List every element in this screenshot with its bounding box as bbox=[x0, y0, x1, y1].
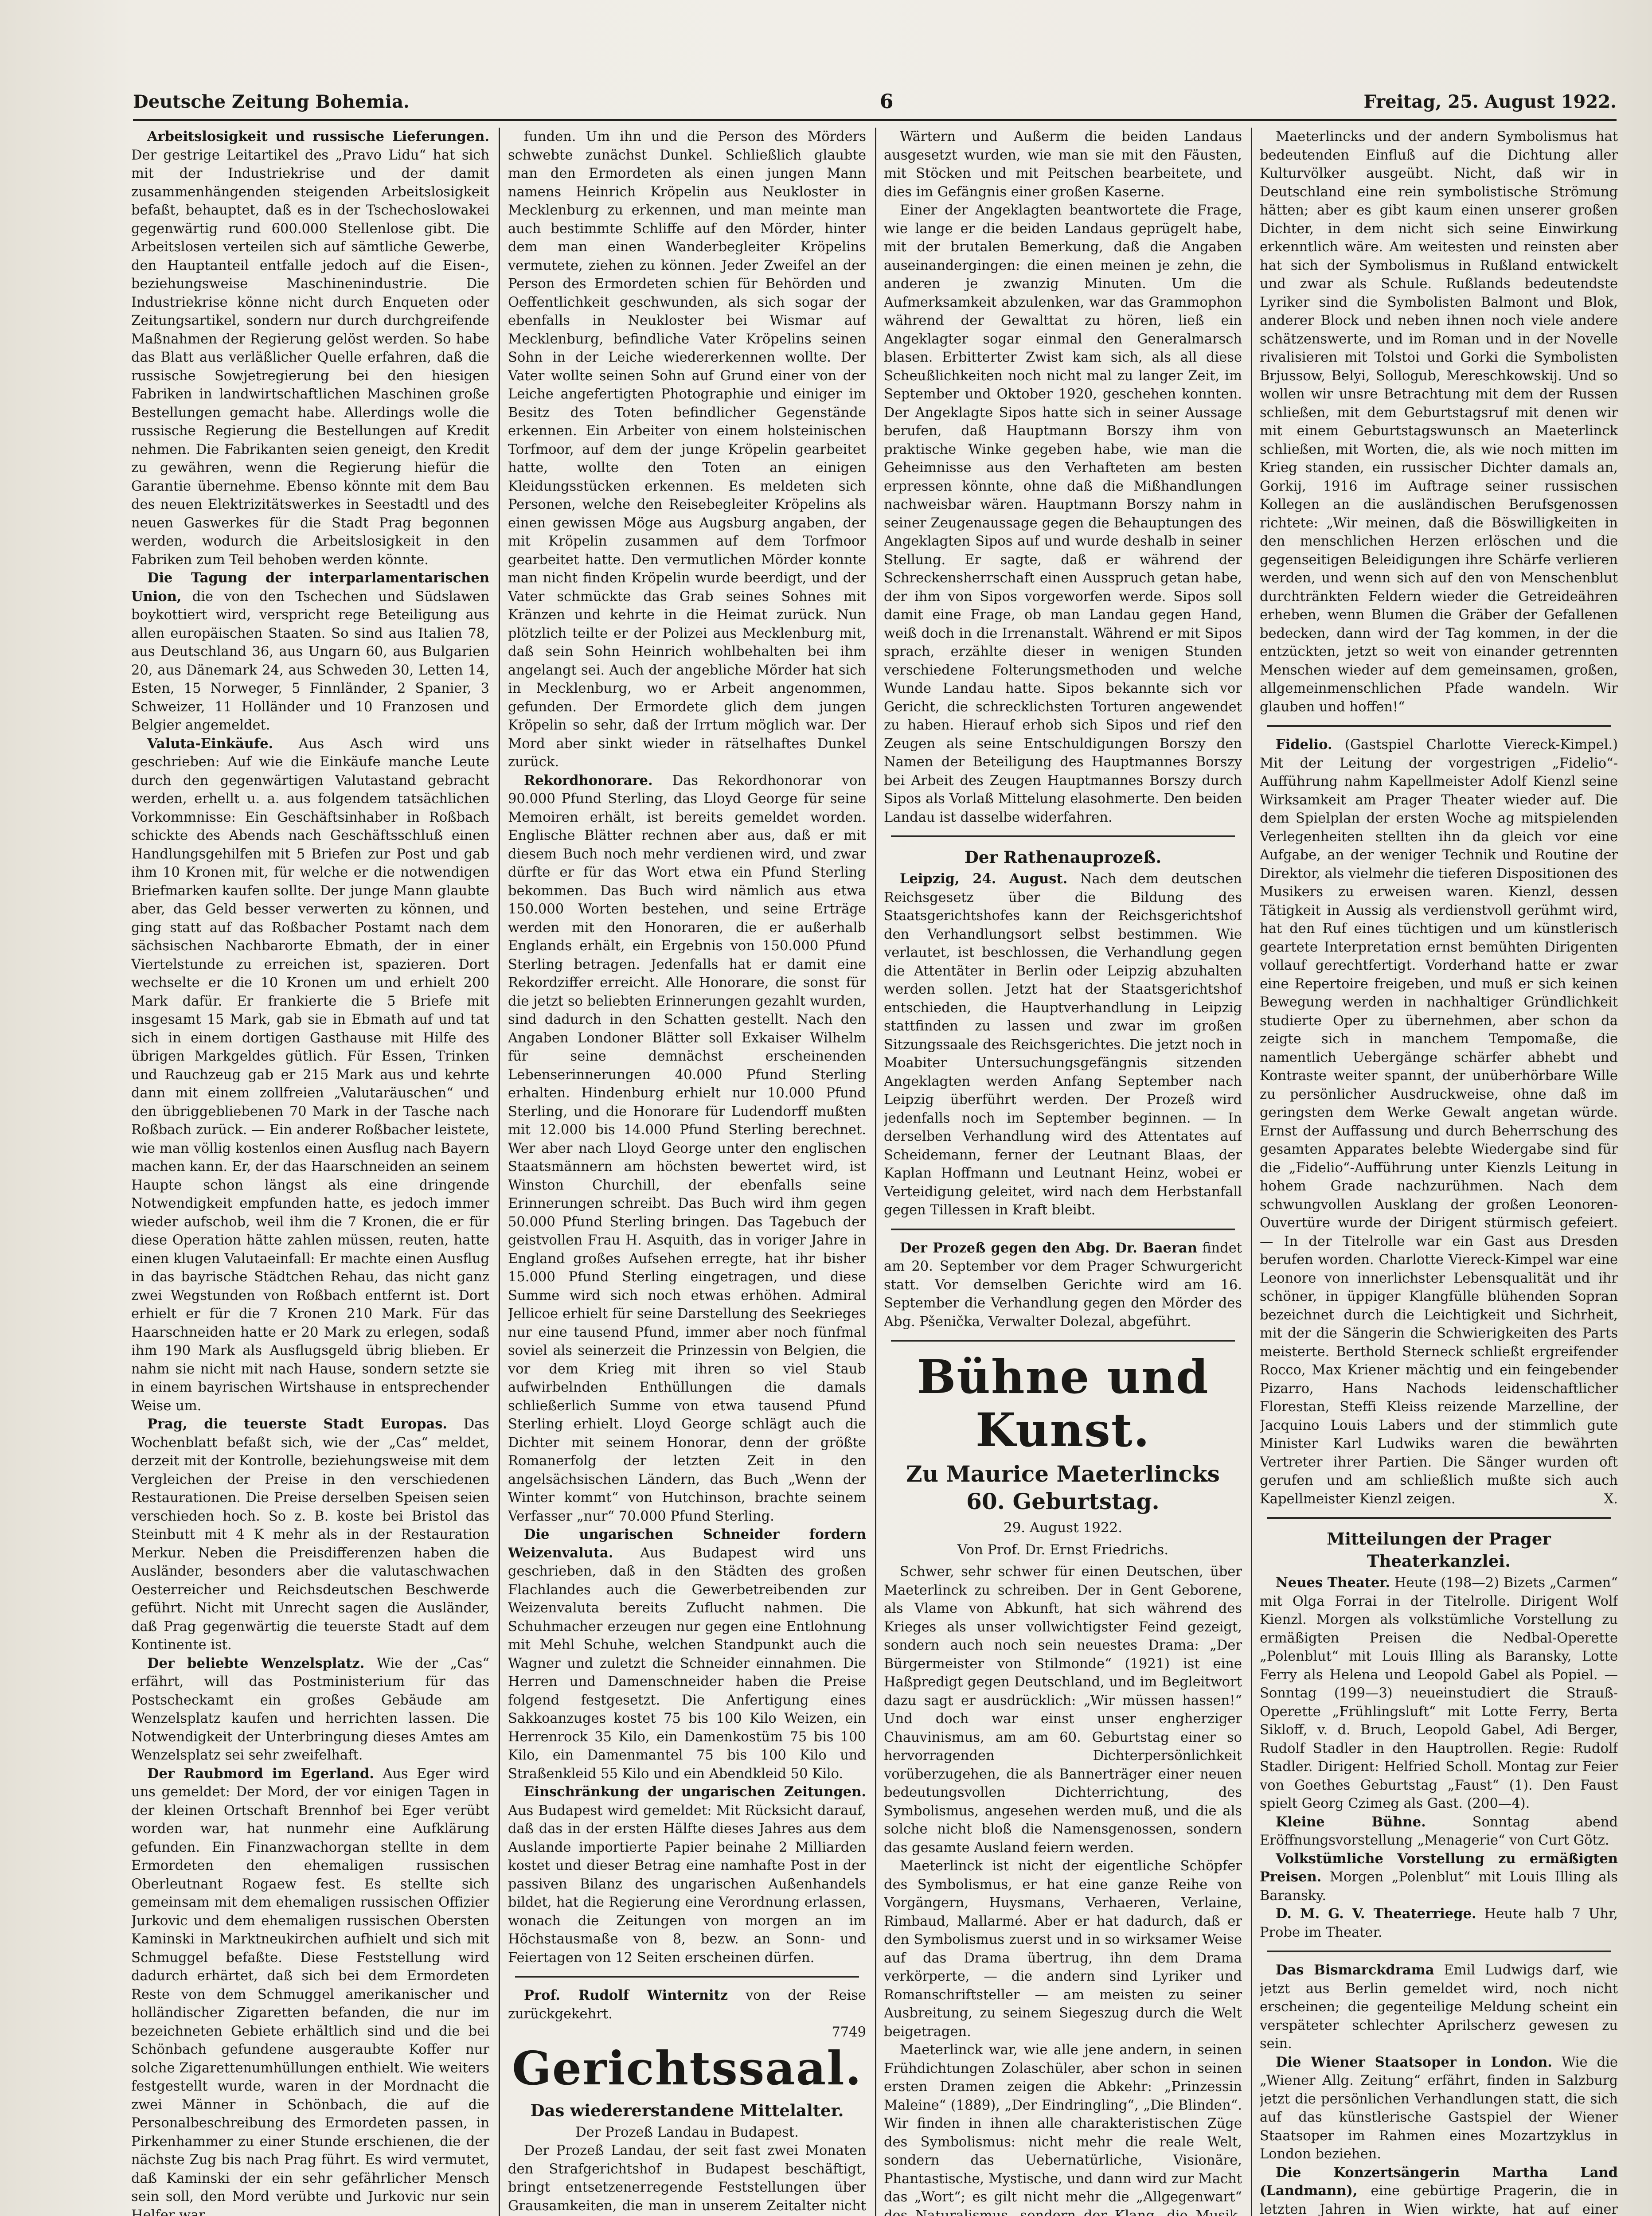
article-text: (Gastspiel Charlotte Viereck-Kimpel.) Mit der Leitung der vorgestrigen „Fidelio“-Aufführung nahm Kapellmeister Adolf Kienzl seine Wirksamkeit am Prager Theater wieder auf. Die dem Spielplan der ersten Woche ag mitspielenden Verlegenheiten stellten ihn da gleich vor eine Aufgabe, an der weniger Technik und Routine der Direktor, als vielmehr die tieferen Dispositionen des Musikers zu erweisen waren. Kienzl, dessen Tätigkeit in Aussig als verdienstvoll gerühmt wird, hat den Ruf eines tüchtigen und um künstlerisch geartete Interpretation ernst bemühten Dirigenten vollauf gerechtfertigt. Vorderhand hatte er zwar eine Repertoire freigeben, und muß er sich keinen Bewegung werden in nachhaltiger Gründlichkeit studierte Oper zu übernehmen, aber schon da zeigte sich in manchem Tempomaße, die namentlich Uebergänge schärfer abhebt und Kontraste weiter spannt, der unüberhörbare Wille zu persönlicher Ausdruckweise, ohne daß im geringsten dem Werke Gewalt angetan würde. Ernst der Auffassung und durch Beherrschung des gesamten Apparates belebte Wiedergabe sind für die „Fidelio“-Aufführung unter Kienzls Leitung in hohem Grade nachzurühmen. Nach dem schwungvollen Ausklang der großen Leonoren-Ouvertüre wurde der Dirigent stürmisch gefeiert. — In der Titelrolle war ein Gast aus Dresden berufen worden. Charlotte Viereck-Kimpel war eine Leonore von innerlichster Lebensqualität und ihr schöner, in üppiger Klangfülle blühenden Sopran bezeichnet durch die Leichtigkeit und Sichrheit, mit der die Sängerin die Schwierigkeiten des Parts meisterte. Berthold Sterneck schließt ergreifender Rocco, Max Kriener mächtig und ein feingebender Pizarro, Hans Nachods leidenschaftlicher Florestan, Steffi Kleiss reizende Marzelline, der Jacquino Louis Labers und der stimmlich gute Minister Karl Ludwiks waren die bewährten Vertreter ihrer Partien. Die Sänger wurden oft gerufen und am schließlich mußte sich auch Kapellmeister Kienzl zeigen. bbox=[1260, 737, 1618, 1507]
article-lead: Einschränkung der ungarischen Zeitungen. bbox=[524, 1784, 866, 1800]
article-lead: Prag, die teuerste Stadt Europas. bbox=[147, 1416, 447, 1432]
ad-code: 7749 bbox=[816, 2023, 866, 2042]
article-text: Morgen „Polenblut“ mit Louis Illing als Baransky. bbox=[1260, 1869, 1618, 1904]
article-lead: Der Prozeß gegen den Abg. Dr. Baeran bbox=[900, 1240, 1197, 1256]
article-heading: Der Prozeß Landau in Budapest. bbox=[508, 2123, 866, 2142]
section-heading: Bühne und Kunst. bbox=[884, 1350, 1242, 1457]
author-byline: Von Prof. Dr. Ernst Friedrichs. bbox=[884, 1541, 1242, 1560]
article-heading: Zu Maurice Maeterlincks 60. Geburtstag. bbox=[884, 1460, 1242, 1515]
article-lead: Der beliebte Wenzelsplatz. bbox=[147, 1655, 364, 1671]
article-text: Der Prozeß Landau, der seit fast zwei Monaten den Strafgerichtshof in Budapest beschäftigt, bringt entsetzenerregende Feststellungen über Grausamkeiten, die man in unserem Zeitalter nicht bbox=[508, 2143, 866, 2216]
article-text: Emil Ludwigs darf, wie jetzt aus Berlin gemeldet wird, noch nicht erscheinen; die gegenteilige Meldung scheint ein verspäteter schlechter Aprilscherz gewesen zu sein. bbox=[1260, 1962, 1618, 2052]
article-text: Sonntag abend Eröffnungsvorstellung „Menagerie“ von Curt Götz. bbox=[1260, 1814, 1618, 1849]
article-text: Maeterlinck war, wie alle jene andern, in seinen Frühdichtungen Zolaschüler, aber schon in seinen ersten Dramen zeigen die Abkehr: „Prinzessin Maleine“ (1889), „Der Eindringling“, „Die Blinden“. Wir finden in ihnen alle charakteristischen Züge des Symbolismus: nicht mehr die reale Welt, sondern das Uebernatürliche, Visionäre, Phantastische, Mystische, und dann wird zur Macht das „Wort“; es gilt nicht mehr die „Allgegenwart“ des Naturalismus, sondern der Klang, die Musik, bbox=[884, 2042, 1242, 2216]
article-text: Aus Eger wird uns gemeldet: Der Mord, der vor einigen Tagen in der kleinen Ortschaft Brennhof bei Eger verübt worden war, hat nunmehr eine Aufklärung gefunden. Ein Finanzwachorgan stellte in dem Ermordeten den ehemaligen russischen Oberleutnant Rogaew fest. Es stellte sich gemeinsam mit dem ehemaligen russischen Offizier Jurkovic und dem ehemaligen russischen Obersten Kaminski in Marktneukirchen aufhielt und sich mit Schmuggel befaßte. Diese Feststellung wird dadurch erhärtet, daß sich bei dem Ermordeten Reste von dem Schmuggel amerikanischer und holländischer Zigaretten befanden, die nur im bezeichneten Gebiete erhältlich sind und die bei Schönbach gefundene ausgeraubte Koffer nur solche Zigarettenumhüllungen enthielt. Wie weiters festgestellt wurde, waren in der Mordnacht die zwei Männer in Schönbach, die auf die Personalbeschreibung des Ermordeten passen, in Pirkenhammer zu einer Stunde erschienen, die der nächste Zug bis nach Prag führt. Es wird vermutet, daß Kaminski der ein sehr gefährlicher Mensch sein soll, den Mord verübte und Jurkovic nur sein Helfer war. bbox=[131, 1766, 489, 2216]
article-heading: Mitteilungen der Prager Theaterkanzlei. bbox=[1260, 1528, 1618, 1572]
article-text: Einer der Angeklagten beantwortete die Frage, wie lange er die beiden Landaus geprügelt habe, mit der brutalen Bemerkung, daß die Angaben auseinandergingen: die einen meinen je zehn, die anderen je zwanzig Minuten. Um die Aufmerksamkeit abzulenken, war das Grammophon während der Gewalttat zu hören, ließ ein Angeklagter sogar einmal den Generalmarsch blasen. Erbitterter Zwist kam sich, als all diese Scheußlichkeiten noch nicht mal zu langer Zeit, im September und Oktober 1920, geschehen konnten. Der Angeklagte Sipos hatte sich in seiner Aussage berufen, daß Hauptmann Borszy ihm von praktische Winke gegeben habe, wie man die Geheimnisse aus den Verhafteten am besten erpressen könnte, ohne daß die Mißhandlungen nachweisbar wären. Hauptmann Borszy nahm in seiner Zeugenaussage gegen die Behauptungen des Angeklagten Sipos auf und wurde deshalb in seiner Stellung. Er sagte, daß er während der Schreckensherrschaft einen Ausspruch getan habe, der ihm von Sipos vorgeworfen werde. Sipos soll damit eine Frage, ob man Landau gegen Hand, weiß doch in die Irrenanstalt. Während er mit Sipos sprach, erzählte dieser in wenigen Stunden verschiedene Folterungsmethoden und welche Wunde Landau hatte. Sipos bekannte sich vor Gericht, die schrecklichsten Torturen angewendet zu haben. Hierauf erhob sich Sipos und rief den Zeugen als seine Entschuldigungen Borszy den Namen der Beteiligung des Hauptmannes Borszy bei Arbeit des Zeugen Hauptmannes Borszy durch Sipos als Vorlaß Mittelung elasohmerte. Den beiden Landau ist dasselbe widerfahren. bbox=[884, 203, 1242, 825]
article-text: Heute halb 7 Uhr, Probe im Theater. bbox=[1260, 1906, 1618, 1940]
article-lead: Fidelio. bbox=[1276, 737, 1332, 753]
article-lead: Die Tagung der interparlamentarischen Union, bbox=[131, 570, 489, 605]
article-text: Wärtern und Außerm die beiden Landaus ausgesetzt wurden, wie man sie mit den Fäusten, mit Stöcken und mit Peitschen bearbeitete, und dies im Gefängnis einer großen Kaserne. bbox=[884, 129, 1242, 200]
article-text: Aus Asch wird uns geschrieben: Auf wie die Einkäufe manche Leute durch den gegenwärtigen Valutastand gebracht werden, erhellt u. a. aus folgendem tatsächlichen Vorkommnisse: Ein Geschäftsinhaber in Roßbach schickte des Abends nach Geschäftsschluß einen Handlungsgehilfen mit 5 Briefen zur Post und gab ihm 10 Kronen mit, für welche er die notwendigen Briefmarken kaufen sollte. Der junge Mann glaubte aber, das Geld besser verwerten zu können, und ging statt auf das Roßbacher Postamt nach dem sächsischen Nachbarorte Ebmath, der in einer Viertelstunde zu erreichen ist, spazieren. Dort wechselte er die 10 Kronen um und erhielt 200 Mark dafür. Er frankierte die 5 Briefe mit insgesamt 15 Mark, gab sie in Ebmath auf und tat sich in einem dortigen Gasthause mit Hilfe des übrigen Markgeldes gütlich. Für Essen, Trinken und Rauchzeug gab er 215 Mark aus und kehrte dann mit einem zollfreien „Valutaräuschen“ und den übriggebliebenen 70 Mark in der Tasche nach Roßbach zurück. — Ein anderer Roßbacher leistete, wie man völlig kostenlos einen Ausflug nach Bayern machen kann. Er, der das Haarschneiden an seinem Haupte schon längst als eine dringende Notwendigkeit empfunden hatte, es jedoch immer wieder aufschob, weil ihm die 7 Kronen, die er für diese Operation hätte zahlen müssen, reuten, hatte einen klugen Valutaeinfall: Er machte einen Ausflug in das bayrische Städtchen Rehau, das nicht ganz zwei Wegstunden von Roßbach entfernt ist. Dort erhielt er für die 7 Kronen 210 Mark. Für das Haarschneiden hatte er 20 Mark zu erlegen, sodaß ihm 190 Mark als Ausflugsgeld übrig blieben. Er nahm sie nicht mit nach Hause, sondern setzte sie in einem bayrischen Wirtshause in entsprechender Weise um. bbox=[131, 736, 489, 1414]
article-text: funden. Um ihn und die Person des Mörders schwebte zunächst Dunkel. Schließlich glaubte man den Ermordeten als einen jungen Mann namens Heinrich Kröpelin aus Neukloster in Mecklenburg zu erkennen, und man meinte man auch bestimmte Schliffe auf den Mörder, hinter dem man einen Wanderbegleiter Kröpelins vermutete, ziehen zu können. Jeder Zweifel an der Person des Ermordeten schien für Behörden und Oeffentlichkeit geschwunden, als sich sogar der ebenfalls in Neukloster bei Wismar auf Mecklenburg, befindliche Vater Kröpelins seinen Sohn in der Leiche wiedererkennen wollte. Der Vater wollte seinen Sohn auf Grund einer von der Leiche angefertigten Photographie und einiger im Besitz des Toten befindlicher Gegenstände erkennen. Ein Arbeiter von einem holsteinischen Torfmoor, auf dem der junge Kröpelin gearbeitet hatte, wollte den Toten an einigen Kleidungsstücken erkennen. Es meldeten sich Personen, welche den Reisebegleiter Kröpelins als einen gewissen Möge aus Augsburg angaben, der mit Kröpelin zusammen auf dem Torfmoor gearbeitet hatte. Den vermutlichen Mörder konnte man nicht finden Kröpelin wurde beerdigt, und der Vater schmückte das Grab seines Sohnes mit Kränzen und kehrte in die Heimat zurück. Nun plötzlich teilte er der Polizei aus Mecklenburg mit, daß sein Sohn Heinrich wohlbehalten bei ihm angelangt sei. Auch der angebliche Mörder hat sich in Mecklenburg, wo er Arbeit angenommen, gefunden. Der Ermordete glich dem jungen Kröpelin so sehr, daß der Irrtum möglich war. Der Mord aber sinkt wieder in rätselhaftes Dunkel zurück. bbox=[508, 129, 866, 770]
article-lead: Die Wiener Staatsoper in London. bbox=[1276, 2054, 1552, 2070]
article-text: Maeterlinck ist nicht der eigentliche Schöpfer des Symbolismus, er hat eine ganze Reihe von Vorgängern, Huysmans, Verhaeren, Verlaine, Rimbaud, Mallarmé. Aber er hat dadurch, daß er den Symbolismus zuerst und in so wirksamer Weise auf das Drama übertrug, ihn dem Drama verkörperte, — die andern sind Lyriker und Romanschriftsteller — am meisten zu seiner Ausbreitung, zu seinem Siegeszug durch die Welt beigetragen. bbox=[884, 1858, 1242, 2040]
article-lead: Die ungarischen Schneider fordern Weizenvaluta. bbox=[508, 1526, 866, 1561]
article-text: findet am 20. September vor dem Prager Schwurgericht statt. Vor demselben Gerichte wird am 16. September die Verhandlung gegen den Mörder des Abg. Pšenička, Verwalter Dolezal, abgeführt. bbox=[884, 1241, 1242, 1330]
article-lead: Valuta-Einkäufe. bbox=[147, 736, 273, 752]
article-text: Schwer, sehr schwer für einen Deutschen, über Maeterlinck zu schreiben. Der in Gent Geborene, als Vlame von Abkunft, hat sich während des Krieges als unser vollwichtigster Feind gezeigt, sondern auch noch sein neuestes Drama: „Der Bürgermeister von Stilmonde“ (1921) ist eine Haßpredigt gegen Deutschland, und im Begleitwort dazu sagt er ausdrücklich: „Wir müssen hassen!“ Und doch war einst unser engherziger Chauvinismus, am am 60. Geburtstag einer so hervorragenden Dichterpersönlichkeit vorüberzugehen, die als Bannerträger einer neuen bedeutungsvollen Dichterrichtung, des Symbolismus, angesehen werden muß, und die als solche nicht bloß die Namensgenossen, sondern das gesamte Ausland feiern werden. bbox=[884, 1564, 1242, 1856]
article-text: Wie der „Cas“ erfährt, will das Postministerium für das Postscheckamt ein großes Gebäude am Wenzelsplatz kaufen und herrichten lassen. Die Notwendigkeit der Unterbringung dieses Amtes am Wenzelsplatz sei sehr zweifelhaft. bbox=[131, 1656, 489, 1763]
article-heading: Der Rathenauprozeß. bbox=[884, 846, 1242, 868]
article-text: Das Wochenblatt befaßt sich, wie der „Cas“ meldet, derzeit mit der Kontrolle, beziehungsweise mit dem Vergleichen der Preise in den verschiedenen Restaurationen. Die Preise derselben Speisen seien verschieden hoch. So z. B. koste bei Bristol das Steinbutt mit 4 K mehr als in der Restauration Merkur. Neben die Preisdifferenzen haben die Ausländer, besonders aber die valutaschwachen Oesterreicher und Reichsdeutschen Beschwerde geführt. Nicht mit Unrecht sagen die Ausländer, daß Prag gegenwärtig die teuerste Stadt auf dem Kontinente ist. bbox=[131, 1416, 489, 1653]
article-text: Heute (198—2) Bizets „Carmen“ mit Olga Forrai in der Titelrolle. Dirigent Wolf Kienzl. Morgen als volkstümliche Vorstellung zu ermäßigten Preisen die Nedbal-Operette „Polenblut“ mit Louis Illing als Baransky, Lotte Ferry als Helena und Leopold Gabel als Popiel. — Sonntag (199—3) neueinstudiert die Strauß-Operette „Frühlingsluft“ mit Lotte Ferry, Berta Sikloff, v. d. Bruch, Leopold Gabel, Adi Berger, Rudolf Stadler in den Hauptrollen. Regie: Rudolf Stadler. Dirigent: Helfried Scholl. Montag zur Feier von Goethes Geburtstag „Faust“ (1). Den Faust spielt Georg Czimeg als Gast. (200—4). bbox=[1260, 1575, 1618, 1811]
article-text: Aus Budapest wird gemeldet: Mit Rücksicht darauf, daß das in der ersten Hälfte dieses Jahres aus dem Auslande importierte Papier beinahe 2 Milliarden kostet und dieser Betrag eine namhafte Post in der passiven Bilanz des ungarischen Außenhandels bildet, hat die Regierung eine Verordnung erlassen, wonach die Zeitungen von morgen an im Höchstausmaße von 8, bezw. an Sonn- und Feiertagen von 12 Seiten erscheinen dürfen. bbox=[508, 1803, 866, 1966]
article-text: die von den Tschechen und Südslawen boykottiert wird, verspricht rege Beteiligung aus allen europäischen Staaten. So sind aus Italien 78, aus Deutschland 36, aus Ungarn 60, aus Bulgarien 20, aus Dänemark 24, aus Schweden 30, Letten 14, Esten, 15 Norweger, 5 Finnländer, 2 Spanier, 3 Schweizer, 11 Holländer und 10 Franzosen und Belgier angemeldet. bbox=[131, 589, 489, 733]
article-lead: Arbeitslosigkeit und russische Lieferungen. bbox=[147, 129, 489, 144]
article-date: 29. August 1922. bbox=[884, 1519, 1242, 1537]
article-lead: D. M. G. V. Theaterriege. bbox=[1276, 1906, 1476, 1922]
article-text: eine gebürtige Pragerin, die in letzten Jahren in Wien wirkte, hat auf einer bbox=[1260, 2183, 1618, 2216]
article-text: Maeterlincks und der andern Symbolismus hat bedeutenden Einfluß auf die Dichtung aller Kulturvölker ausgeübt. Nicht, daß wir in Deutschland eine rein symbolistische Strömung hätten; aber es gibt kaum einen unserer großen Dichter, in dem nicht sich seine Einwirkung erkenntlich wäre. Am weitesten und reinsten aber hat sich der Symbolismus in Rußland entwickelt und zwar als Schule. Rußlands bedeutendste Lyriker sind die Symbolisten Balmont und Blok, anderer Block und neben ihnen noch viele andere schätzenswerte, und im Roman und in der Novelle rivalisieren mit Tolstoi und Gorki die Symbolisten Brjussow, Belyi, Sollogub, Mereschkowskij. Und so wollen wir unsre Betrachtung mit dem der Russen schließen, mit dem Geburtstagsruf mit denen wir mit einem Geburtstagswunsch an Maeterlinck schließen, mit Worten, die, als wie noch mitten im Krieg standen, ein russischer Dichter damals an, Gorkij, 1916 im Auftrage seiner russischen Kollegen an die ausländischen Berufsgenossen richtete: „Wir meinen, daß die Böswilligkeiten in den menschlichen Herzen erlöschen und die gegenseitigen Beleidigungen ihre Schärfe verlieren werden, und wenn sich auf den von Menschenblut durchtränkten Feldern wieder die Getreideähren erheben, wenn Blumen die Gräber der Gefallenen bedecken, dann wird der Tag kommen, in der die entzückten, jetzt so weit von einander getrennten Menschen wieder auf dem gemeinsamen, großen, allgemeinmenschlichen Pfade wandeln. Wir glauben und hoffen!“ bbox=[1260, 129, 1618, 715]
newspaper-title: Deutsche Zeitung Bohemia. bbox=[133, 91, 410, 112]
article-text: Der gestrige Leitartikel des „Pravo Lidu“ hat sich mit der Industriekrise und der damit zusammenhängenden steigenden Arbeitslosigkeit befaßt, behauptet, daß es in der Tschechoslowakei gegenwärtig rund 600.000 Stellenlose gibt. Die Arbeitslosen verteilen sich auf sämtliche Gewerbe, den Hauptanteil entfalle jedoch auf die Eisen-, beziehungsweise Maschinenindustrie. Die Industriekrise könne nicht durch Enqueten oder Zeitungsartikel, sondern nur durch durchgreifende Maßnahmen der Regierung gelöst werden. So habe das Blatt aus verläßlicher Quelle erfahren, daß die russische Sowjetregierung bei den hiesigen Fabriken in landwirtschaftlichen Maschinen große Bestellungen gemacht habe. Allerdings wolle die russische Regierung die Bestellungen auf Kredit nehmen. Die Fabrikanten seien geneigt, den Kredit zu gewähren, wenn die Regierung hiefür die Garantie übernehme. Ebenso könnte mit dem Bau des neuen Elektrizitätswerkes in Seestadtl und des neuen Gaswerkes für die Stadt Prag begonnen werden, wodurch die Arbeitslosigkeit in den Fabriken zum Teil behoben werden könnte. bbox=[131, 148, 489, 568]
article-lead: Der Raubmord im Egerland. bbox=[147, 1766, 374, 1782]
article-text: Nach dem deutschen Reichsgesetz über die Bildung des Staatsgerichtshofes kann der Reichsgerichtshof den Verhandlungsort selbst bestimmen. Wie verlautet, ist beschlossen, die Verhandlung gegen die Attentäter in Berlin oder Leipzig abzuhalten werden sollen. Jetzt hat der Staatsgerichtshof entschieden, die Hauptverhandlung in Leipzig stattfinden zu lassen und zwar im großen Sitzungssaale des Reichsgerichtes. Die jetzt noch in Moabiter Untersuchungsgefängnis sitzenden Angeklagten werden Anfang September nach Leipzig überführt werden. Der Prozeß wird jedenfalls noch im September beginnen. — In derselben Verhandlung wird des Attentates auf Scheidemann, ferner der Leutnant Blaas, der Kaplan Hoffmann und Leutnant Heinz, wobei er Verteidigung geleitet, wird nach dem Herbstanfall gegen Tillessen in Kraft bleibt. bbox=[884, 871, 1242, 1218]
article-lead: Kleine Bühne. bbox=[1276, 1814, 1426, 1830]
article-text: Aus Budapest wird uns geschrieben, daß in den Städten des großen Flachlandes auch die Gewerbetreibenden zur Weizenvaluta bereits Zuflucht nahmen. Die Schuhmacher erzeugen nur gegen eine Entlohnung mit Mehl Schuhe, welchen Standpunkt auch die Wagner und zuletzt die Schneider einnahmen. Die Herren und Damenschneider haben die Preise folgend festgesetzt. Die Anfertigung eines Sakkoanzuges kostet 75 bis 100 Kilo Weizen, ein Herrenrock 35 Kilo, ein Damenkostüm 75 bis 100 Kilo, ein Damenmantel 75 bis 100 Kilo und Straßenkleid 55 Kilo und ein Abendkleid 50 Kilo. bbox=[508, 1545, 866, 1782]
article-lead: Die Konzertsängerin Martha Land (Landmann), bbox=[1260, 2165, 1618, 2199]
article-lead: Rekordhonorare. bbox=[524, 772, 653, 788]
article-text: Wie die „Wiener Allg. Zeitung“ erfährt, finden in Salzburg jetzt die persönlichen Verhandlungen statt, die sich auf das künstlerische Gastspiel der Wiener Staatsoper im Rahmen eines Mozartzyklus in London beziehen. bbox=[1260, 2055, 1618, 2162]
article-lead: Prof. Rudolf Winternitz bbox=[524, 1987, 728, 2003]
article-text: Das Rekordhonorar von 90.000 Pfund Sterling, das Lloyd George für seine Memoiren erhält, ist bereits gemeldet worden. Englische Blätter rechnen aber aus, daß er mit diesem Buch noch mehr verdienen wird, und zwar dürfte er für das Wort etwa ein Pfund Sterling bekommen. Das Buch wird nämlich aus etwa 150.000 Worten bestehen, und seine Erträge werden mit den Honoraren, die er außerhalb Englands erhält, ein Ergebnis von 150.000 Pfund Sterling betragen. Jedenfalls hat er damit eine Rekordziffer erreicht. Alle Honorare, die sonst für die jetzt so beliebten Erinnerungen gezahlt wurden, sind dadurch in den Schatten gestellt. Nach den Angaben Londoner Blätter soll Exkaiser Wilhelm für seine demnächst erscheinenden Lebenserinnerungen 40.000 Pfund Sterling erhalten. Hindenburg erhielt nur 10.000 Pfund Sterling, und die Honorare für Ludendorff mußten mit 12.000 bis 14.000 Pfund Sterling berechnet. Wer aber nach Lloyd George unter den englischen Staatsmännern am höchsten bewertet wird, ist Winston Churchill, der ebenfalls seine Erinnerungen schreibt. Das Buch wird ihm gegen 50.000 Pfund Sterling bringen. Das Tagebuch der geistvollen Frau H. Asquith, das in voriger Jahre in England großes Aufsehen erregte, hat ihr bisher 15.000 Pfund Sterling eingetragen, und diese Summe wird sich noch etwas erhöhen. Admiral Jellicoe erhielt für seine Darstellung des Seekrieges nur eine tausend Pfund, immer aber noch fünfmal soviel als seinerzeit die Prinzessin von Belgien, die vor dem Krieg mit ihren so viel Staub aufwirbelnden Enthüllungen die damals schließerlich Summe von etwa tausend Pfund Sterling erhielt. Lloyd George schlägt auch die Dichter mit seinem Honorar, denn der größte Romanerfolg der letzten Zeit in den angelsächsischen Ländern, das Buch „Wenn der Winter kommt“ von Hutchinson, brachte seinem Verfasser „nur“ 70.000 Pfund Sterling. bbox=[508, 773, 866, 1524]
article-lead: Das Bismarckdrama bbox=[1276, 1962, 1434, 1978]
article-lead: Leipzig, 24. August. bbox=[900, 871, 1067, 887]
issue-date: Freitag, 25. August 1922. bbox=[1363, 91, 1617, 112]
article-text: von der Reise zurückgekehrt. bbox=[508, 1988, 866, 2022]
author-sign: X. bbox=[1588, 1490, 1618, 1509]
article-heading: Das wiedererstandene Mittelalter. bbox=[508, 2099, 866, 2122]
section-heading: Gerichtssaal. bbox=[508, 2030, 866, 2095]
article-lead: Neues Theater. bbox=[1276, 1575, 1390, 1591]
page-number: 6 bbox=[880, 90, 894, 113]
article-lead: Volkstümliche Vorstellung zu ermäßigten Preisen. bbox=[1260, 1851, 1618, 1885]
